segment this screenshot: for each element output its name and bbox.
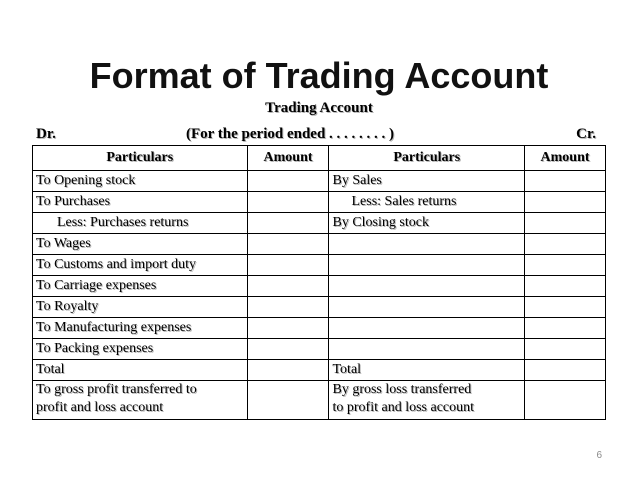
gross-profit-line-1: To gross profit transferred to	[36, 382, 197, 397]
debit-amount	[247, 339, 329, 360]
credit-amount	[525, 171, 606, 192]
credit-particular	[329, 276, 525, 297]
debit-amount	[247, 255, 329, 276]
credit-amount	[525, 192, 606, 213]
credit-particular	[329, 234, 525, 255]
period-label: (For the period ended . . . . . . . . )	[186, 126, 395, 142]
table-row	[33, 255, 606, 276]
credit-particular	[329, 255, 525, 276]
header-particulars-debit: Particulars	[33, 146, 248, 171]
debit-particular: To Customs and import duty	[33, 255, 248, 276]
gross-loss-line-1: By gross loss transferred	[332, 382, 472, 397]
credit-amount	[525, 213, 606, 234]
debit-amount	[247, 318, 329, 339]
header-particulars-credit: Particulars	[329, 146, 525, 171]
debit-particular: To Wages	[33, 234, 248, 255]
credit-particular: Less: Sales returns	[329, 192, 525, 213]
credit-amount	[525, 255, 606, 276]
debit-label: Dr.	[36, 126, 56, 142]
credit-particular	[329, 297, 525, 318]
credit-total-amount	[525, 360, 606, 381]
credit-total-label: Total	[329, 360, 525, 381]
account-header	[32, 126, 606, 146]
table-row	[33, 318, 606, 339]
debit-particular: To Purchases	[33, 192, 248, 213]
page-number: 6	[596, 450, 602, 461]
debit-particular: To Carriage expenses	[33, 276, 248, 297]
credit-label: Cr.	[576, 126, 596, 142]
debit-amount	[247, 276, 329, 297]
gross-loss-label	[329, 381, 525, 420]
table-row	[33, 339, 606, 360]
debit-total-amount	[247, 360, 329, 381]
debit-particular: To Opening stock	[33, 171, 248, 192]
gross-loss-line-2: to profit and loss account	[332, 400, 475, 415]
table-row	[33, 171, 606, 192]
gross-loss-amount	[525, 381, 606, 420]
credit-amount	[525, 276, 606, 297]
debit-particular: To Manufacturing expenses	[33, 318, 248, 339]
debit-particular: To Packing expenses	[33, 339, 248, 360]
credit-particular	[329, 339, 525, 360]
credit-amount	[525, 234, 606, 255]
header-amount-credit: Amount	[525, 146, 606, 171]
account-title: Trading Account	[265, 100, 373, 116]
credit-particular: By Sales	[329, 171, 525, 192]
gross-profit-amount	[247, 381, 329, 420]
header-amount-debit: Amount	[247, 146, 329, 171]
credit-particular	[329, 318, 525, 339]
debit-amount	[247, 234, 329, 255]
gross-profit-label	[33, 381, 248, 420]
debit-particular: To Royalty	[33, 297, 248, 318]
table-row-total	[33, 360, 606, 381]
slide-title: Format of Trading Account	[89, 55, 549, 96]
debit-total-label: Total	[33, 360, 248, 381]
debit-amount	[247, 171, 329, 192]
table-row	[33, 192, 606, 213]
gross-profit-line-2: profit and loss account	[36, 400, 164, 415]
debit-amount	[247, 213, 329, 234]
table-row	[33, 213, 606, 234]
credit-particular: By Closing stock	[329, 213, 525, 234]
trading-account-table	[32, 145, 606, 420]
credit-amount	[525, 339, 606, 360]
table-row-gross-result	[33, 381, 606, 420]
table-row	[33, 297, 606, 318]
table-row	[33, 234, 606, 255]
debit-particular: Less: Purchases returns	[33, 213, 248, 234]
credit-amount	[525, 318, 606, 339]
table-header-row	[33, 146, 606, 171]
debit-amount	[247, 297, 329, 318]
debit-amount	[247, 192, 329, 213]
table-row	[33, 276, 606, 297]
credit-amount	[525, 297, 606, 318]
